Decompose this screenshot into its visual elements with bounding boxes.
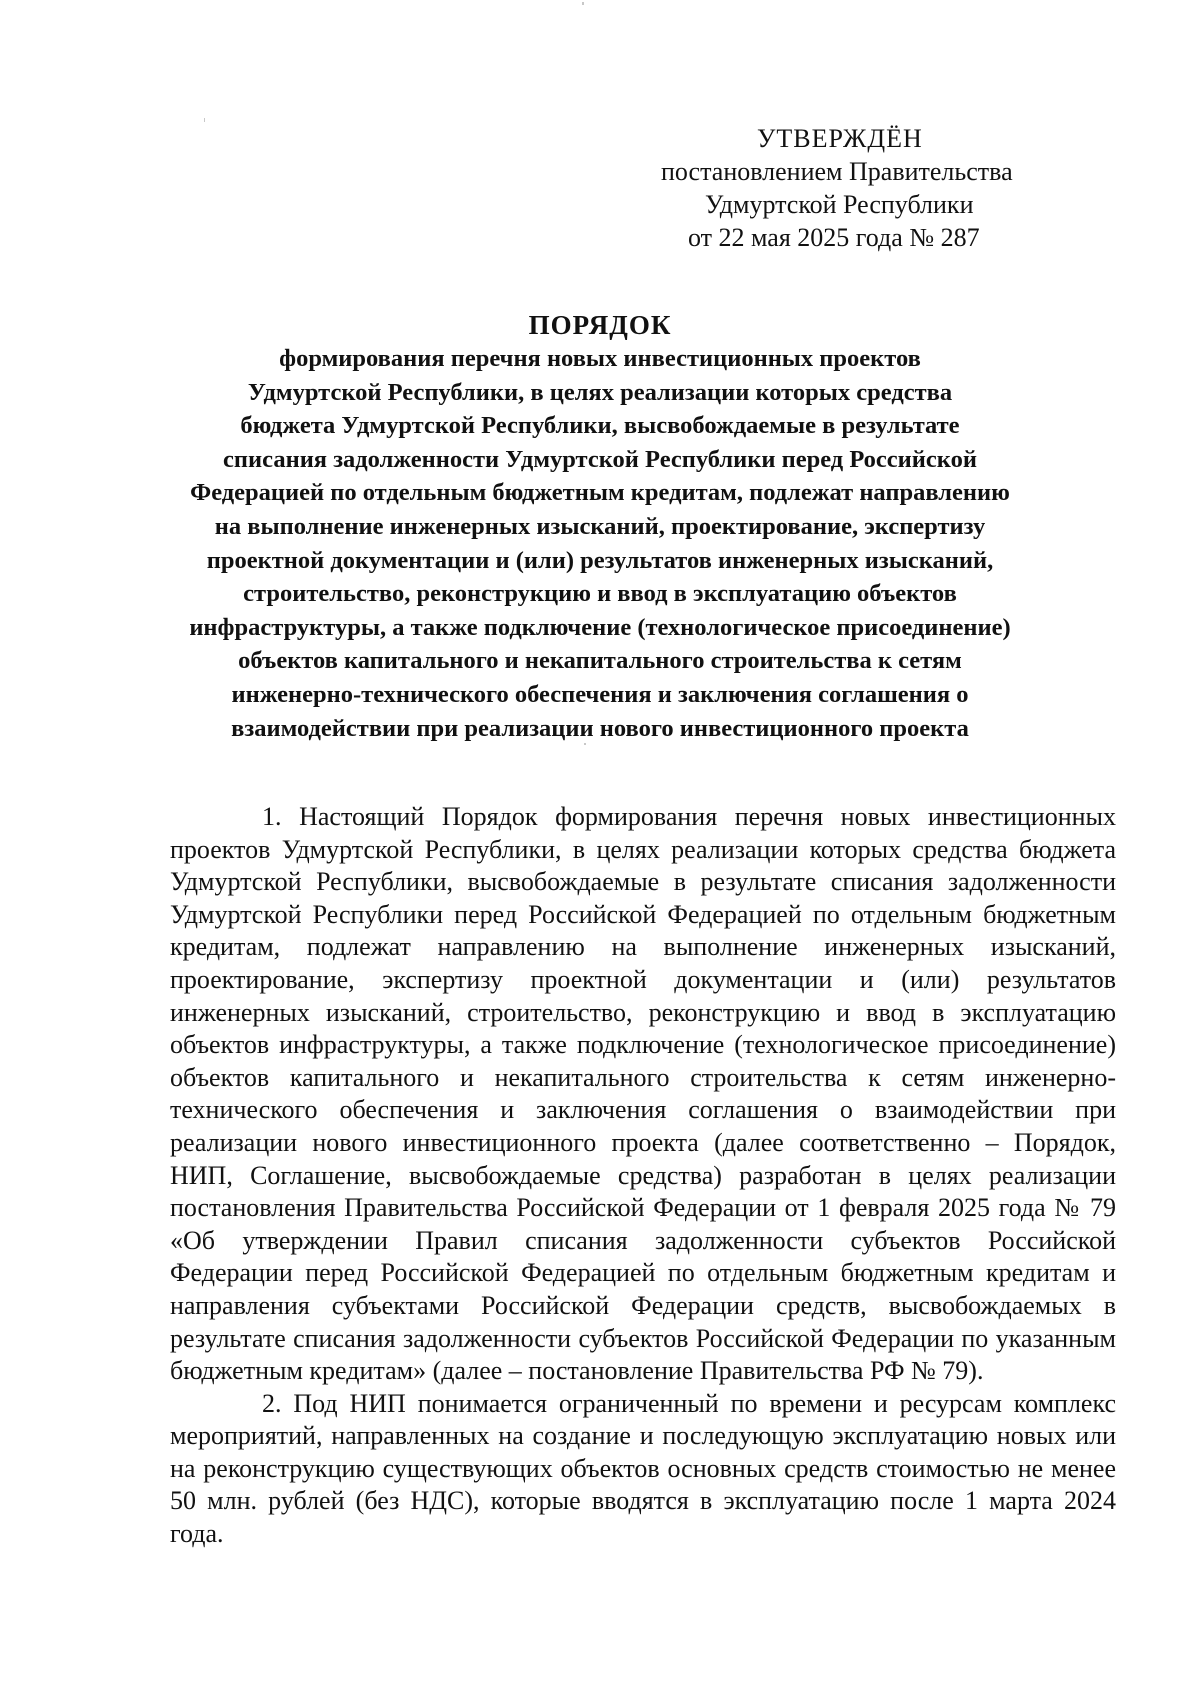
title-line: строительство, реконструкцию и ввод в эксплуатацию объектов xyxy=(243,580,957,608)
scan-dot xyxy=(582,2,584,5)
scan-dot xyxy=(204,118,205,122)
approval-date: от 22 мая 2025 года № 287 xyxy=(688,223,980,252)
title-line: Удмуртской Республики, в целях реализации которых средства xyxy=(247,378,953,406)
document-title: ПОРЯДОК xyxy=(528,310,672,340)
title-line: бюджета Удмуртской Республики, высвобождаемые в результате xyxy=(240,412,960,440)
paragraph-2: 2. Под НИП понимается ограниченный по времени и ресурсам комплекс мероприятий, направленных на создание и последующую эксплуатацию новых или на реконструкцию существующих объектов основных средств стоимостью не менее 50 млн. рублей (без НДС), которые вводятся в эксплуатацию после 1 марта 2024 года. xyxy=(170,1388,1116,1549)
title-line: Федерацией по отдельным бюджетным кредитам, подлежат направлению xyxy=(190,479,1010,507)
title-line: взаимодействии при реализации нового инвестиционного проекта xyxy=(231,714,969,742)
approval-line: постановлением Правительства xyxy=(661,157,1013,186)
approval-stamp xyxy=(660,122,1120,254)
title-line: на выполнение инженерных изысканий, проектирование, экспертизу xyxy=(214,512,986,540)
document-body xyxy=(170,801,1116,1551)
paragraph-1: 1. Настоящий Порядок формирования перечня новых инвестиционных проектов Удмуртской Республики, в целях реализации которых средства бюджета Удмуртской Республики, высвобождаемые в результате списания задолженности Удмуртской Республики перед Российской Федерацией по отдельным бюджетным кредитам, подлежат направлению на выполнение инженерных изысканий, проектирование, экспертизу проектной документации и (или) результатов инженерных изысканий, строительство, реконструкцию и ввод в эксплуатацию объектов инфраструктуры, а также подключение (технологическое присоединение) объектов капитального и некапитального строительства к сетям инженерно-технического обеспечения и заключения соглашения о взаимодействии при реализации нового инвестиционного проекта (далее соответственно – Порядок, НИП, Соглашение, высвобождаемые средства) разработан в целях реализации постановления Правительства Российской Федерации от 1 февраля 2025 года № 79 «Об утверждении Правил списания задолженности субъектов Российской Федерации перед Российской Федерацией по отдельным бюджетным кредитам и направления субъектами Российской Федерации средств, высвобождаемых в результате списания задолженности субъектов Российской Федерации по указанным бюджетным кредитам» (далее – постановление Правительства РФ № 79). xyxy=(170,802,1116,1386)
approval-line: Удмуртской Республики xyxy=(705,190,974,219)
title-line: списания задолженности Удмуртской Республики перед Российской xyxy=(223,445,977,473)
title-line: объектов капитального и некапитального строительства к сетям xyxy=(238,647,962,675)
title-line: проектной документации и (или) результатов инженерных изысканий, xyxy=(206,546,994,574)
document-title-block xyxy=(160,308,1040,745)
title-line: формирования перечня новых инвестиционных проектов xyxy=(279,345,921,372)
title-line: инфраструктуры, а также подключение (технологическое присоединение) xyxy=(189,613,1011,641)
approval-heading: УТВЕРЖДЁН xyxy=(757,124,923,153)
title-line: инженерно-технического обеспечения и заключения соглашения о xyxy=(231,680,969,708)
